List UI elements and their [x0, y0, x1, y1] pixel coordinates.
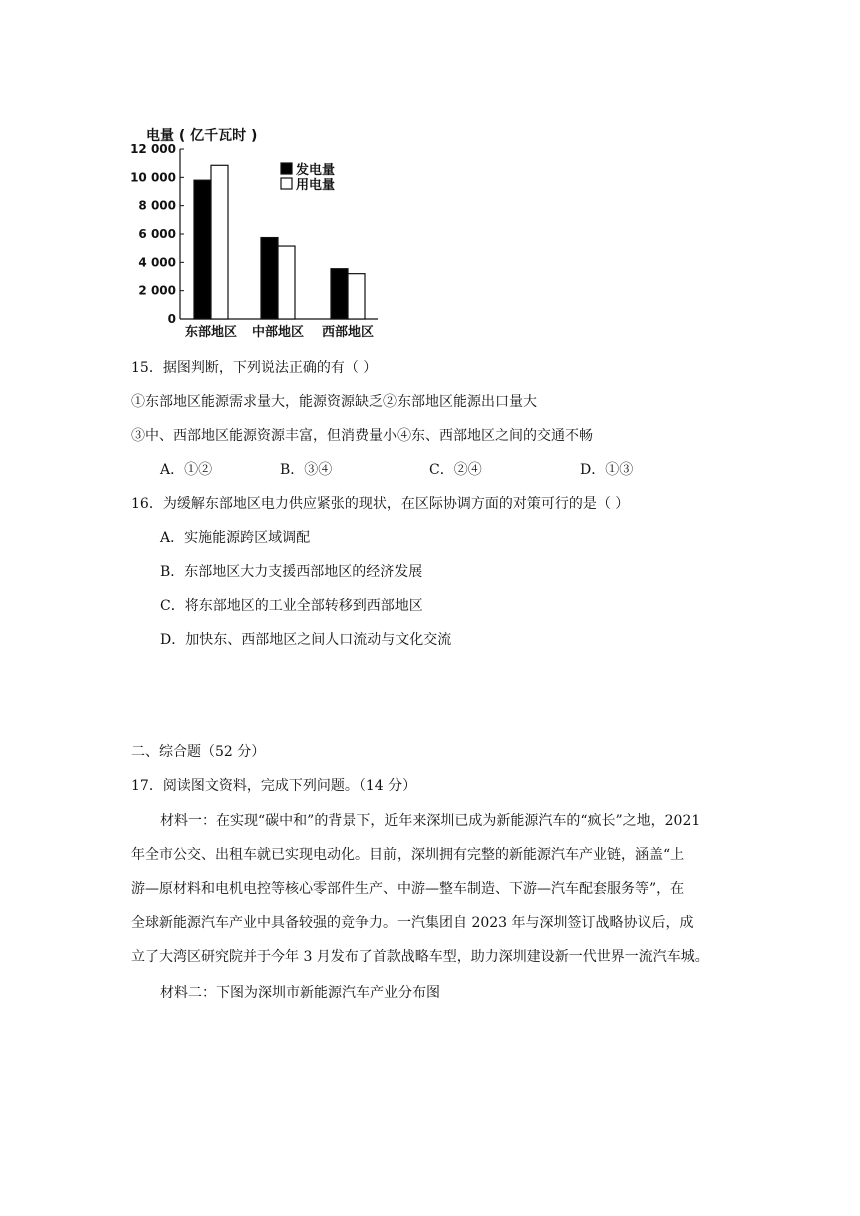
q15-option-d: D．①③: [580, 462, 634, 478]
y-axis-label: 电量 ( 亿千瓦时 ): [146, 128, 258, 144]
chart-canvas: [130, 122, 388, 344]
q17-material1-line5: 立了大湾区研究院并于今年 3 月发布了首款战略车型，助力深圳建设新一代世界一流汽车城。: [131, 949, 709, 965]
x-tick-label: 西部地区: [321, 325, 375, 340]
q15-stem: 15．据图判断，下列说法正确的有（ ）: [131, 360, 378, 376]
bar-generation: [194, 180, 211, 319]
section-heading: 二、综合题（52 分）: [131, 744, 266, 760]
q15-option-a: A．①②: [160, 462, 213, 478]
legend-swatch-generation: [281, 163, 292, 174]
legend-swatch-consumption: [281, 178, 292, 189]
x-tick-label: 东部地区: [184, 325, 238, 340]
legend-label: 发电量: [296, 163, 336, 178]
y-tick-label: 8 000: [138, 198, 176, 213]
electricity-bar-chart: [130, 122, 388, 344]
y-tick-label: 10 000: [130, 170, 176, 185]
bar-generation: [331, 269, 348, 319]
q15-line1: ①东部地区能源需求量大，能源资源缺乏②东部地区能源出口量大: [131, 394, 537, 410]
q15-option-b: B．③④: [280, 462, 333, 478]
y-tick-label: 2 000: [138, 283, 176, 298]
x-tick-label: 中部地区: [251, 325, 305, 340]
q17-material1-line1: 材料一：在实现“碳中和”的背景下，近年来深圳已成为新能源汽车的“疯长”之地，2021: [160, 813, 701, 829]
bar-consumption: [211, 165, 228, 319]
q16-stem: 16．为缓解东部地区电力供应紧张的现状，在区际协调方面的对策可行的是（ ）: [131, 496, 630, 512]
y-tick-label: 4 000: [138, 255, 176, 270]
legend-label: 用电量: [296, 178, 336, 193]
q17-material2: 材料二：下图为深圳市新能源汽车产业分布图: [160, 985, 440, 1001]
q17-material1-line2: 年全市公交、出租车就已实现电动化。目前，深圳拥有完整的新能源汽车产业链，涵盖“上: [131, 847, 685, 863]
y-tick-label: 12 000: [130, 142, 176, 156]
q17-stem: 17．阅读图文资料，完成下列问题。（14 分）: [131, 778, 417, 794]
q15-option-c: C．②④: [429, 462, 482, 478]
bar-consumption: [278, 246, 295, 319]
q16-option-b: B．东部地区大力支援西部地区的经济发展: [160, 564, 423, 580]
q17-material1-line4: 全球新能源汽车产业中具备较强的竞争力。一汽集团自 2023 年与深圳签订战略协议后，成: [131, 915, 694, 931]
q17-material1-line3: 游—原材料和电机电控等核心零部件生产、中游—整车制造、下游—汽车配套服务等”，在: [131, 881, 685, 897]
bar-generation: [261, 238, 278, 319]
q16-option-a: A．实施能源跨区域调配: [160, 530, 311, 546]
y-tick-label: 6 000: [138, 227, 176, 241]
bar-consumption: [348, 274, 365, 319]
q16-option-d: D．加快东、西部地区之间人口流动与文化交流: [160, 632, 452, 648]
q16-option-c: C．将东部地区的工业全部转移到西部地区: [160, 598, 423, 614]
q15-line2: ③中、西部地区能源资源丰富，但消费量小④东、西部地区之间的交通不畅: [131, 428, 593, 444]
y-tick-label: 0: [167, 312, 176, 326]
